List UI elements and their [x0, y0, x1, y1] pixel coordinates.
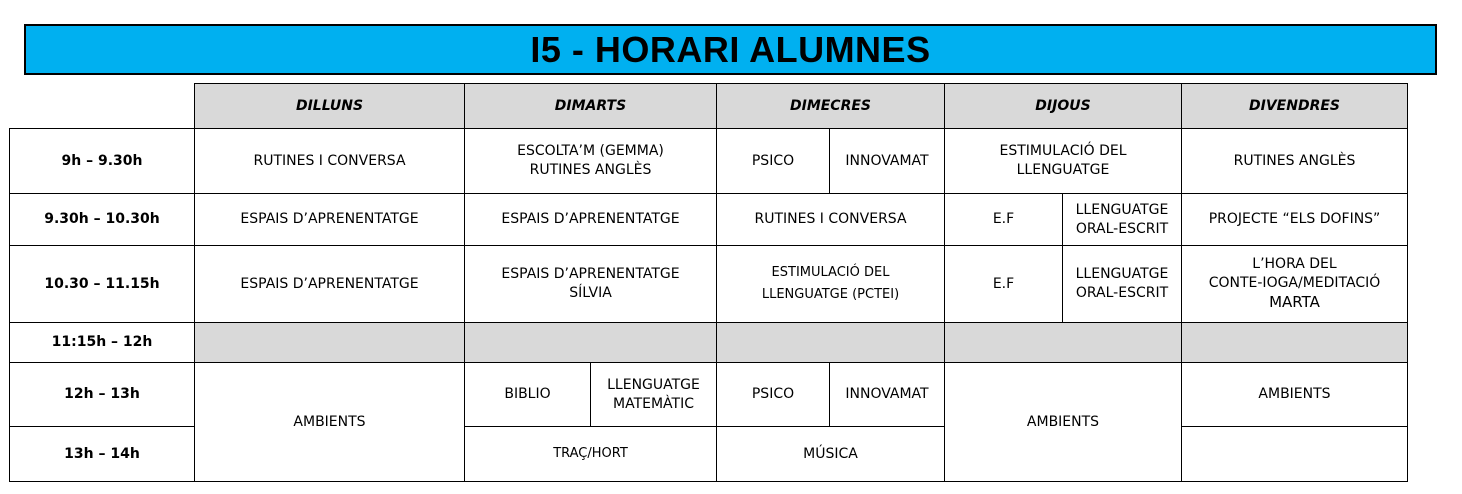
cell-dimecres-r6: MÚSICA — [717, 427, 945, 482]
break-cell — [945, 323, 1182, 363]
row-3 — [10, 246, 1408, 323]
cell-line: ESTIMULACIÓ DEL — [771, 264, 890, 280]
cell-dimarts-r5-b — [591, 363, 717, 427]
cell-dimarts-r2: ESPAIS D’APRENENTATGE — [465, 194, 717, 246]
cell-dijous-r1 — [945, 129, 1182, 194]
cell-dijous-r2-b — [1063, 194, 1182, 246]
cell-dijous-r2-a: E.F — [945, 194, 1063, 246]
day-header-dimecres: DIMECRES — [717, 84, 945, 129]
cell-divendres-r1: RUTINES ANGLÈS — [1182, 129, 1408, 194]
time-cell: 9.30h – 10.30h — [10, 194, 195, 246]
cell-line: LLENGUATGE — [607, 376, 700, 393]
cell-line: CONTE-IOGA/MEDITACIÓ — [1208, 274, 1381, 291]
cell-divendres-r3 — [1182, 246, 1408, 323]
break-cell — [1182, 323, 1408, 363]
break-cell — [717, 323, 945, 363]
cell-line: ORAL-ESCRIT — [1075, 220, 1169, 237]
cell-dilluns-r5: AMBIENTS — [195, 363, 465, 482]
cell-line: RUTINES ANGLÈS — [529, 162, 652, 178]
schedule-title: I5 - HORARI ALUMNES — [24, 24, 1437, 75]
cell-dilluns-r2: ESPAIS D’APRENENTATGE — [195, 194, 465, 246]
time-cell: 9h – 9.30h — [10, 129, 195, 194]
time-cell: 10.30 – 11.15h — [10, 246, 195, 323]
time-cell: 12h – 13h — [10, 363, 195, 427]
cell-dijous-r3-a: E.F — [945, 246, 1063, 323]
cell-line: L’HORA DEL — [1252, 255, 1337, 272]
cell-line: ORAL-ESCRIT — [1075, 285, 1169, 301]
cell-dijous-r5: AMBIENTS — [945, 363, 1182, 482]
cell-line: LLENGUATGE — [1075, 266, 1169, 283]
cell-dimarts-r3 — [465, 246, 717, 323]
cell-dimarts-r1 — [465, 129, 717, 194]
cell-line: LLENGUATGE — [1016, 162, 1110, 178]
row-2 — [10, 194, 1408, 246]
cell-line: SÍLVIA — [569, 285, 612, 301]
cell-dimecres-r3 — [717, 246, 945, 323]
day-header-dilluns: DILLUNS — [195, 84, 465, 129]
row-4-break — [10, 323, 1408, 363]
cell-dilluns-r3: ESPAIS D’APRENENTATGE — [195, 246, 465, 323]
cell-dimecres-r2: RUTINES I CONVERSA — [717, 194, 945, 246]
cell-line: MATEMÀTIC — [613, 395, 694, 412]
cell-dimecres-r5-b: INNOVAMAT — [830, 363, 945, 427]
day-header-dijous: DIJOUS — [945, 84, 1182, 129]
cell-divendres-r5: AMBIENTS — [1182, 363, 1408, 427]
cell-dimecres-r5-a: PSICO — [717, 363, 830, 427]
corner-cell — [10, 84, 195, 129]
cell-line: MARTA — [1269, 293, 1320, 312]
cell-divendres-r2: PROJECTE “ELS DOFINS” — [1182, 194, 1408, 246]
cell-dimarts-r6: TRAÇ/HORT — [465, 427, 717, 482]
cell-dimecres-r1-b: INNOVAMAT — [830, 129, 945, 194]
cell-dimecres-r1-a: PSICO — [717, 129, 830, 194]
day-header-divendres: DIVENDRES — [1182, 84, 1408, 129]
schedule-table — [9, 83, 1408, 482]
day-header-dimarts: DIMARTS — [465, 84, 717, 129]
cell-line: ESPAIS D’APRENENTATGE — [501, 266, 680, 283]
row-5 — [10, 363, 1408, 427]
cell-line: LLENGUATGE — [1075, 201, 1169, 218]
header-row — [10, 84, 1408, 129]
row-1 — [10, 129, 1408, 194]
cell-dimarts-r5-a: BIBLIO — [465, 363, 591, 427]
time-cell: 11:15h – 12h — [10, 323, 195, 363]
cell-dijous-r3-b — [1063, 246, 1182, 323]
break-cell — [465, 323, 717, 363]
cell-dilluns-r1: RUTINES I CONVERSA — [195, 129, 465, 194]
break-cell — [195, 323, 465, 363]
cell-divendres-r6 — [1182, 427, 1408, 482]
time-cell: 13h – 14h — [10, 427, 195, 482]
cell-line: ESTIMULACIÓ DEL — [999, 143, 1127, 160]
cell-line: LLENGUATGE (PCTEI) — [761, 287, 900, 302]
cell-line: ESCOLTA’M (GEMMA) — [517, 143, 664, 160]
